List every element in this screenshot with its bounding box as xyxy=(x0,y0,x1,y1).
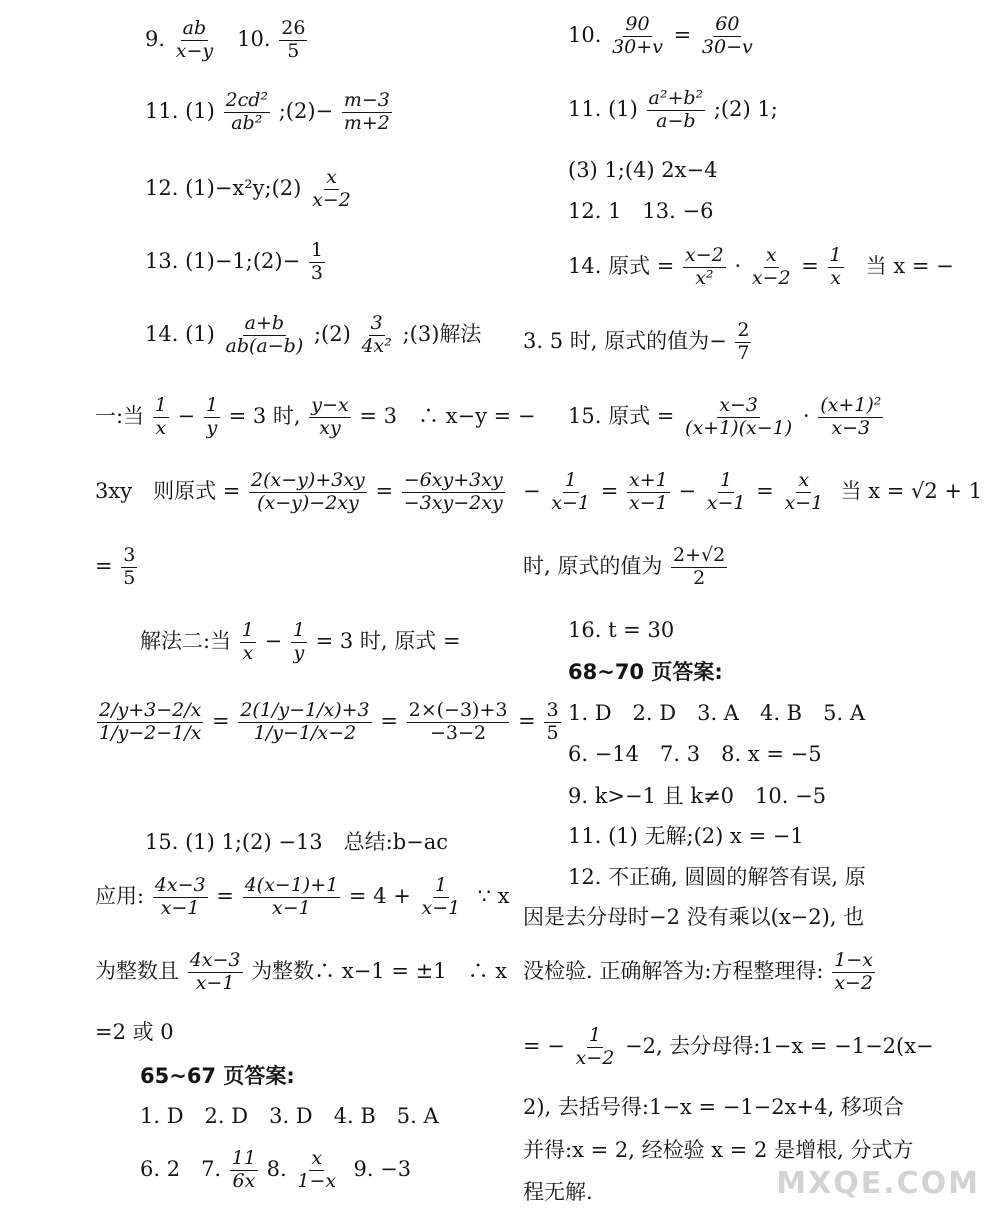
answer-line: − $\frac{1}{x-1}$ = $\frac{x+1}{x-1}$ − $\frac{1}{x-1}$ = $\frac{x}{x-1}$ 当 x = √2 + 1 xyxy=(523,469,983,514)
answer-line: 时, 原式的值为 $\frac{2+√2}{2}$ xyxy=(523,544,726,589)
answer-line: 13. (1)−1;(2)− $\frac{1}{3}$ xyxy=(145,239,323,284)
answer-line: 16. t = 30 xyxy=(568,618,675,642)
answer-line: 9. $\frac{ab}{x-y}$ 10. $\frac{26}{5}$ xyxy=(145,17,306,62)
answer-line: 3xy 则原式 = $\frac{2(x-y)+3xy}{(x-y)-2xy}$ = $\frac{-6xy+3xy}{-3xy-2xy}$ xyxy=(95,469,503,514)
answer-line: 12. 不正确, 圆圆的解答有误, 原 xyxy=(568,865,866,889)
answer-line: 因是去分母时−2 没有乘以(x−2), 也 xyxy=(523,905,865,929)
answer-line: 程无解. xyxy=(523,1180,593,1204)
answer-line: = − $\frac{1}{x-2}$ −2, 去分母得:1−x = −1−2(x− xyxy=(523,1024,934,1069)
answer-line: =2 或 0 xyxy=(95,1020,174,1044)
answer-line: 应用: $\frac{4x-3}{x-1}$ = $\frac{4(x-1)+1}{x-1}$ = 4 + $\frac{1}{x-1}$ ∵ x xyxy=(95,874,510,919)
answer-line: 为整数且 $\frac{4x-3}{x-1}$ 为整数∴ x−1 = ±1 ∴ x xyxy=(95,949,508,994)
answer-line: 11. (1) 无解;(2) x = −1 xyxy=(568,824,804,848)
answer-line: 3. 5 时, 原式的值为− $\frac{2}{7}$ xyxy=(523,319,750,364)
answer-line: 1. D 2. D 3. D 4. B 5. A xyxy=(140,1104,439,1128)
answer-line: 没检验. 正确解答为:方程整理得: $\frac{1-x}{x-2}$ xyxy=(523,949,873,994)
answer-line: 14. (1) $\frac{a+b}{ab(a-b)}$ ;(2) $\frac{3}{\text{4x²}}$ ;(3)解法 xyxy=(145,312,482,357)
answer-line: 9. k>−1 且 k≠0 10. −5 xyxy=(568,784,827,808)
answer-line: 1. D 2. D 3. A 4. B 5. A xyxy=(568,701,865,725)
answer-line: 15. 原式 = $\frac{x-3}{(x+1)(x-1)}$ · $\frac{\text{(x+1)²}}{x-3}$ xyxy=(568,394,882,439)
answer-line: 12. 1 13. −6 xyxy=(568,199,714,223)
answer-line: 14. 原式 = $\frac{x-2}{\text{x²}}$ · $\frac{x}{x-2}$ = $\frac{1}{x}$ 当 x = − xyxy=(568,244,954,289)
answer-line: 6. 2 7. $\frac{11}{6x}$ 8. $\frac{x}{1-x}$ 9. −3 xyxy=(140,1147,412,1192)
answer-line: = $\frac{3}{5}$ xyxy=(95,544,136,589)
answer-line: (3) 1;(4) 2x−4 xyxy=(568,158,718,182)
answer-line: 并得:x = 2, 经检验 x = 2 是增根, 分式方 xyxy=(523,1138,914,1162)
answer-line: $\frac{2/y+3-2/x}{1/y-2-1/x}$ = $\frac{2(1/y-1/x)+3}{1/y-1/x-2}$ = $\frac{2\times(-3)+3}{-3-2}$ = $\frac{3}{5}$ xyxy=(99,699,559,744)
answer-line: 12. (1)−x²y;(2) $\frac{x}{x-2}$ xyxy=(145,166,351,211)
answer-line: 11. (1) $\frac{\text{a²+b²}}{a-b}$ ;(2) 1; xyxy=(568,87,778,132)
answer-line: 解法二:当 $\frac{1}{x}$ − $\frac{1}{y}$ = 3 时, 原式 = xyxy=(140,619,461,664)
answer-line: 11. (1) $\frac{\text{2cd²}}{\text{ab²}}$ ;(2)− $\frac{m-3}{m+2}$ xyxy=(145,89,390,134)
right-column xyxy=(523,0,983,1211)
answer-line: 6. −14 7. 3 8. x = −5 xyxy=(568,742,822,766)
answer-line: 2), 去括号得:1−x = −1−2x+4, 移项合 xyxy=(523,1095,904,1119)
answer-line: 10. $\frac{90}{30+v}$ = $\frac{60}{30-v}$ xyxy=(568,13,753,58)
section-heading: 68~70 页答案: xyxy=(568,660,723,684)
answer-line: 一:当 $\frac{1}{x}$ − $\frac{1}{y}$ = 3 时, $\frac{y-x}{xy}$ = 3 ∴ x−y = − xyxy=(95,394,536,439)
answer-line: 15. (1) 1;(2) −13 总结:b−ac xyxy=(145,830,449,854)
watermark-logo: MXQE.COM xyxy=(776,1166,980,1201)
section-heading: 65~67 页答案: xyxy=(140,1064,295,1088)
